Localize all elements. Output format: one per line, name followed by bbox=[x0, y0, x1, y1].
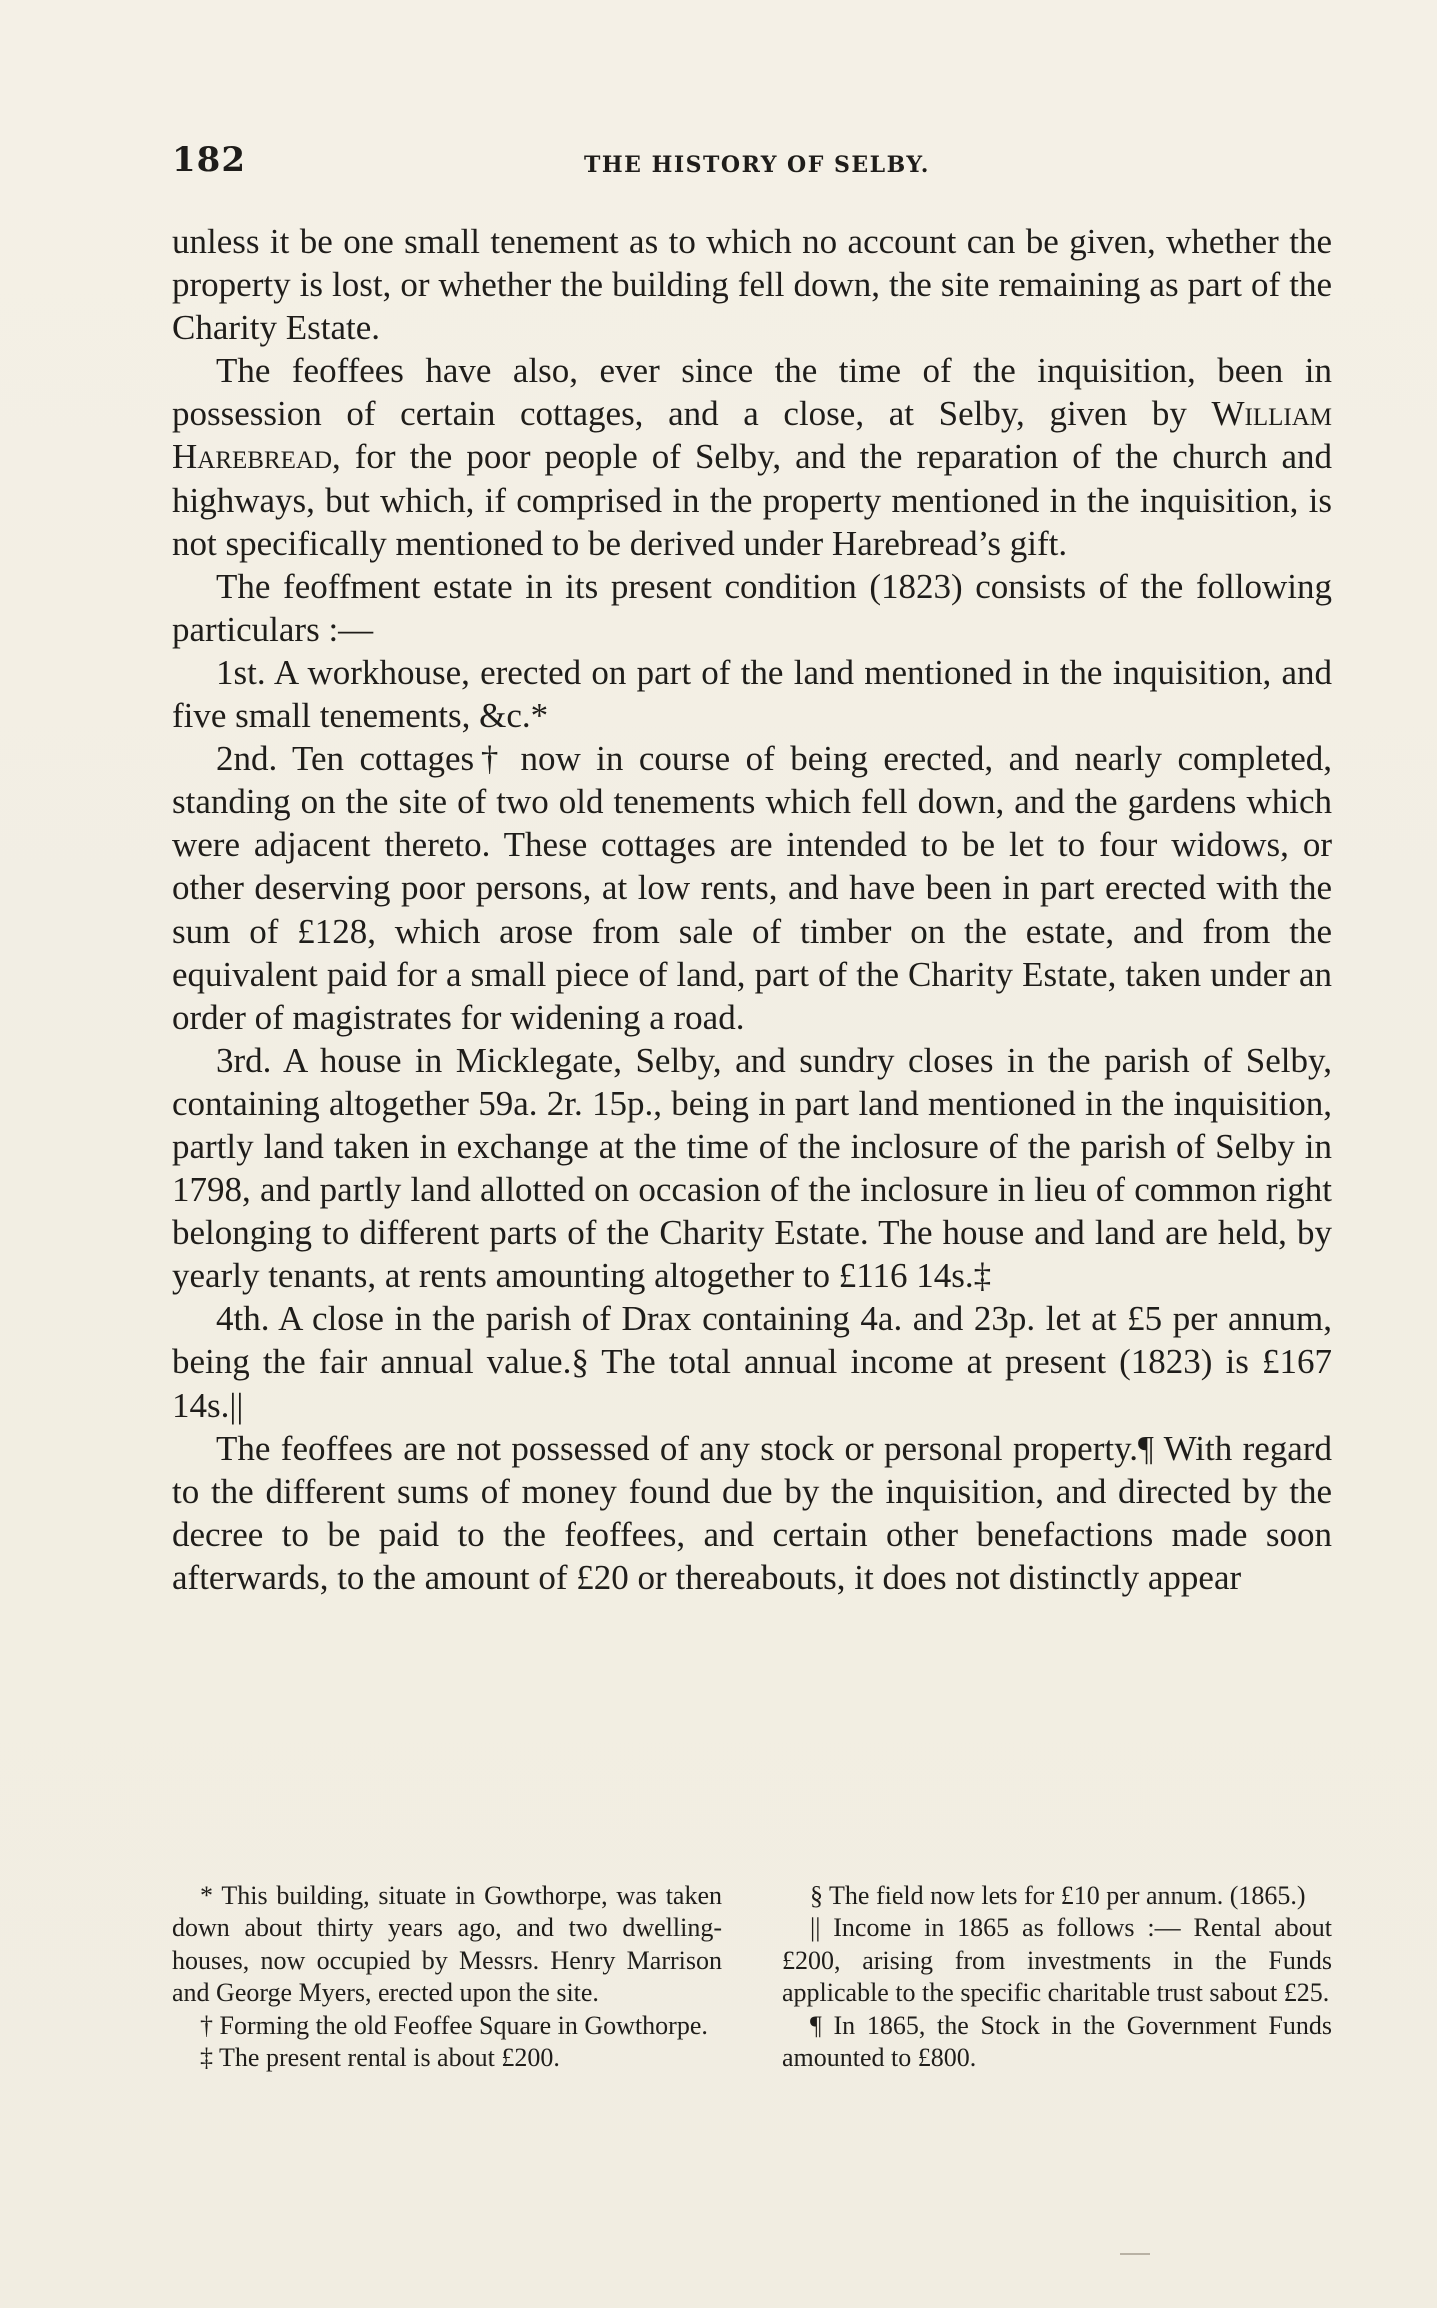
paragraph-estate-intro: The feoffment estate in its present condition (1823) consists of the following particulars :— bbox=[172, 566, 1332, 649]
person-name: William Harebread bbox=[172, 394, 1332, 477]
footnote: ¶ In 1865, the Stock in the Government Funds amounted to £800. bbox=[782, 2010, 1332, 2073]
footnotes-right-column bbox=[782, 1880, 1332, 2074]
page-number: 182 bbox=[172, 140, 246, 180]
footnote: * This building, situate in Gowthorpe, was taken down about thirty years ago, and two dwelling-houses, now occupied by Messrs. Henry Marrison and George Myers, erected upon the site. bbox=[172, 1881, 722, 2008]
running-title: THE HISTORY OF SELBY. bbox=[584, 152, 930, 178]
footnotes bbox=[172, 1880, 1332, 2074]
paragraph-fourth-item: 4th. A close in the parish of Drax containing 4a. and 23p. let at £5 per annum, being the fair annual value.§ The total annual income at present (1823) is £167 14s.|| bbox=[172, 1299, 1332, 1425]
paragraph-third-item: 3rd. A house in Micklegate, Selby, and sundry closes in the parish of Selby, containing altogether 59a. 2r. 15p., being in part land mentioned in the inquisition, partly land taken in exchange at the time of the inclosure of the parish of Selby in 1798, and partly land allotted on occasion of the inclosure in lieu of common right belonging to different parts of the Charity Estate. The house and land are held, by yearly tenants, at rents amounting altogether to £116 14s.‡ bbox=[172, 1040, 1332, 1296]
body-text bbox=[172, 220, 1332, 1599]
footnote: ‡ The present rental is about £200. bbox=[200, 2043, 560, 2073]
page-header bbox=[172, 140, 1332, 190]
footnote: § The field now lets for £10 per annum. (1865.) bbox=[810, 1881, 1306, 1910]
paragraph-stock: The feoffees are not possessed of any stock or personal property.¶ With regard to the different sums of money found due by the inquisition, and directed by the decree to be paid to the feoffees, and certain other benefactions made soon afterwards, to the amount of £20 or thereabouts, it does not distinctly appear bbox=[172, 1428, 1332, 1597]
paragraph-harebread bbox=[172, 349, 1332, 564]
paragraph-continuation: unless it be one small tenement as to which no account can be given, whether the property is lost, or whether the building fell down, the site remaining as part of the Charity Estate. bbox=[172, 222, 1332, 348]
paragraph-text: , for the poor people of Selby, and the reparation of the church and highways, but which, if comprised in the property mentioned in the inquisition, is not specifically mentioned to be derived under Harebread’s gift. bbox=[172, 437, 1332, 563]
footnote: † Forming the old Feoffee Square in Gowthorpe. bbox=[200, 2010, 708, 2040]
paragraph-first-item: 1st. A workhouse, erected on part of the land mentioned in the inquisition, and five small tenements, &c.* bbox=[172, 652, 1332, 736]
footnote: || Income in 1865 as follows :— Rental about £200, arising from investments in the Funds applicable to the specific charitable trust sabout £25. bbox=[782, 1913, 1332, 2008]
paper-mark bbox=[1120, 2253, 1150, 2255]
paragraph-text: The feoffees have also, ever since the time of the inquisition, been in possession of certain cottages, and a close, at Selby, given by bbox=[172, 351, 1332, 434]
footnotes-left-column bbox=[172, 1880, 722, 2074]
paragraph-second-item: 2nd. Ten cottages† now in course of being erected, and nearly completed, standing on the site of two old tenements which fell down, and the gardens which were adjacent thereto. These cottages are intended to be let to four widows, or other deserving poor persons, at low rents, and have been in part erected with the sum of £128, which arose from sale of timber on the estate, and from the equivalent paid for a small piece of land, part of the Charity Estate, taken under an order of magistrates for widening a road. bbox=[172, 739, 1332, 1037]
